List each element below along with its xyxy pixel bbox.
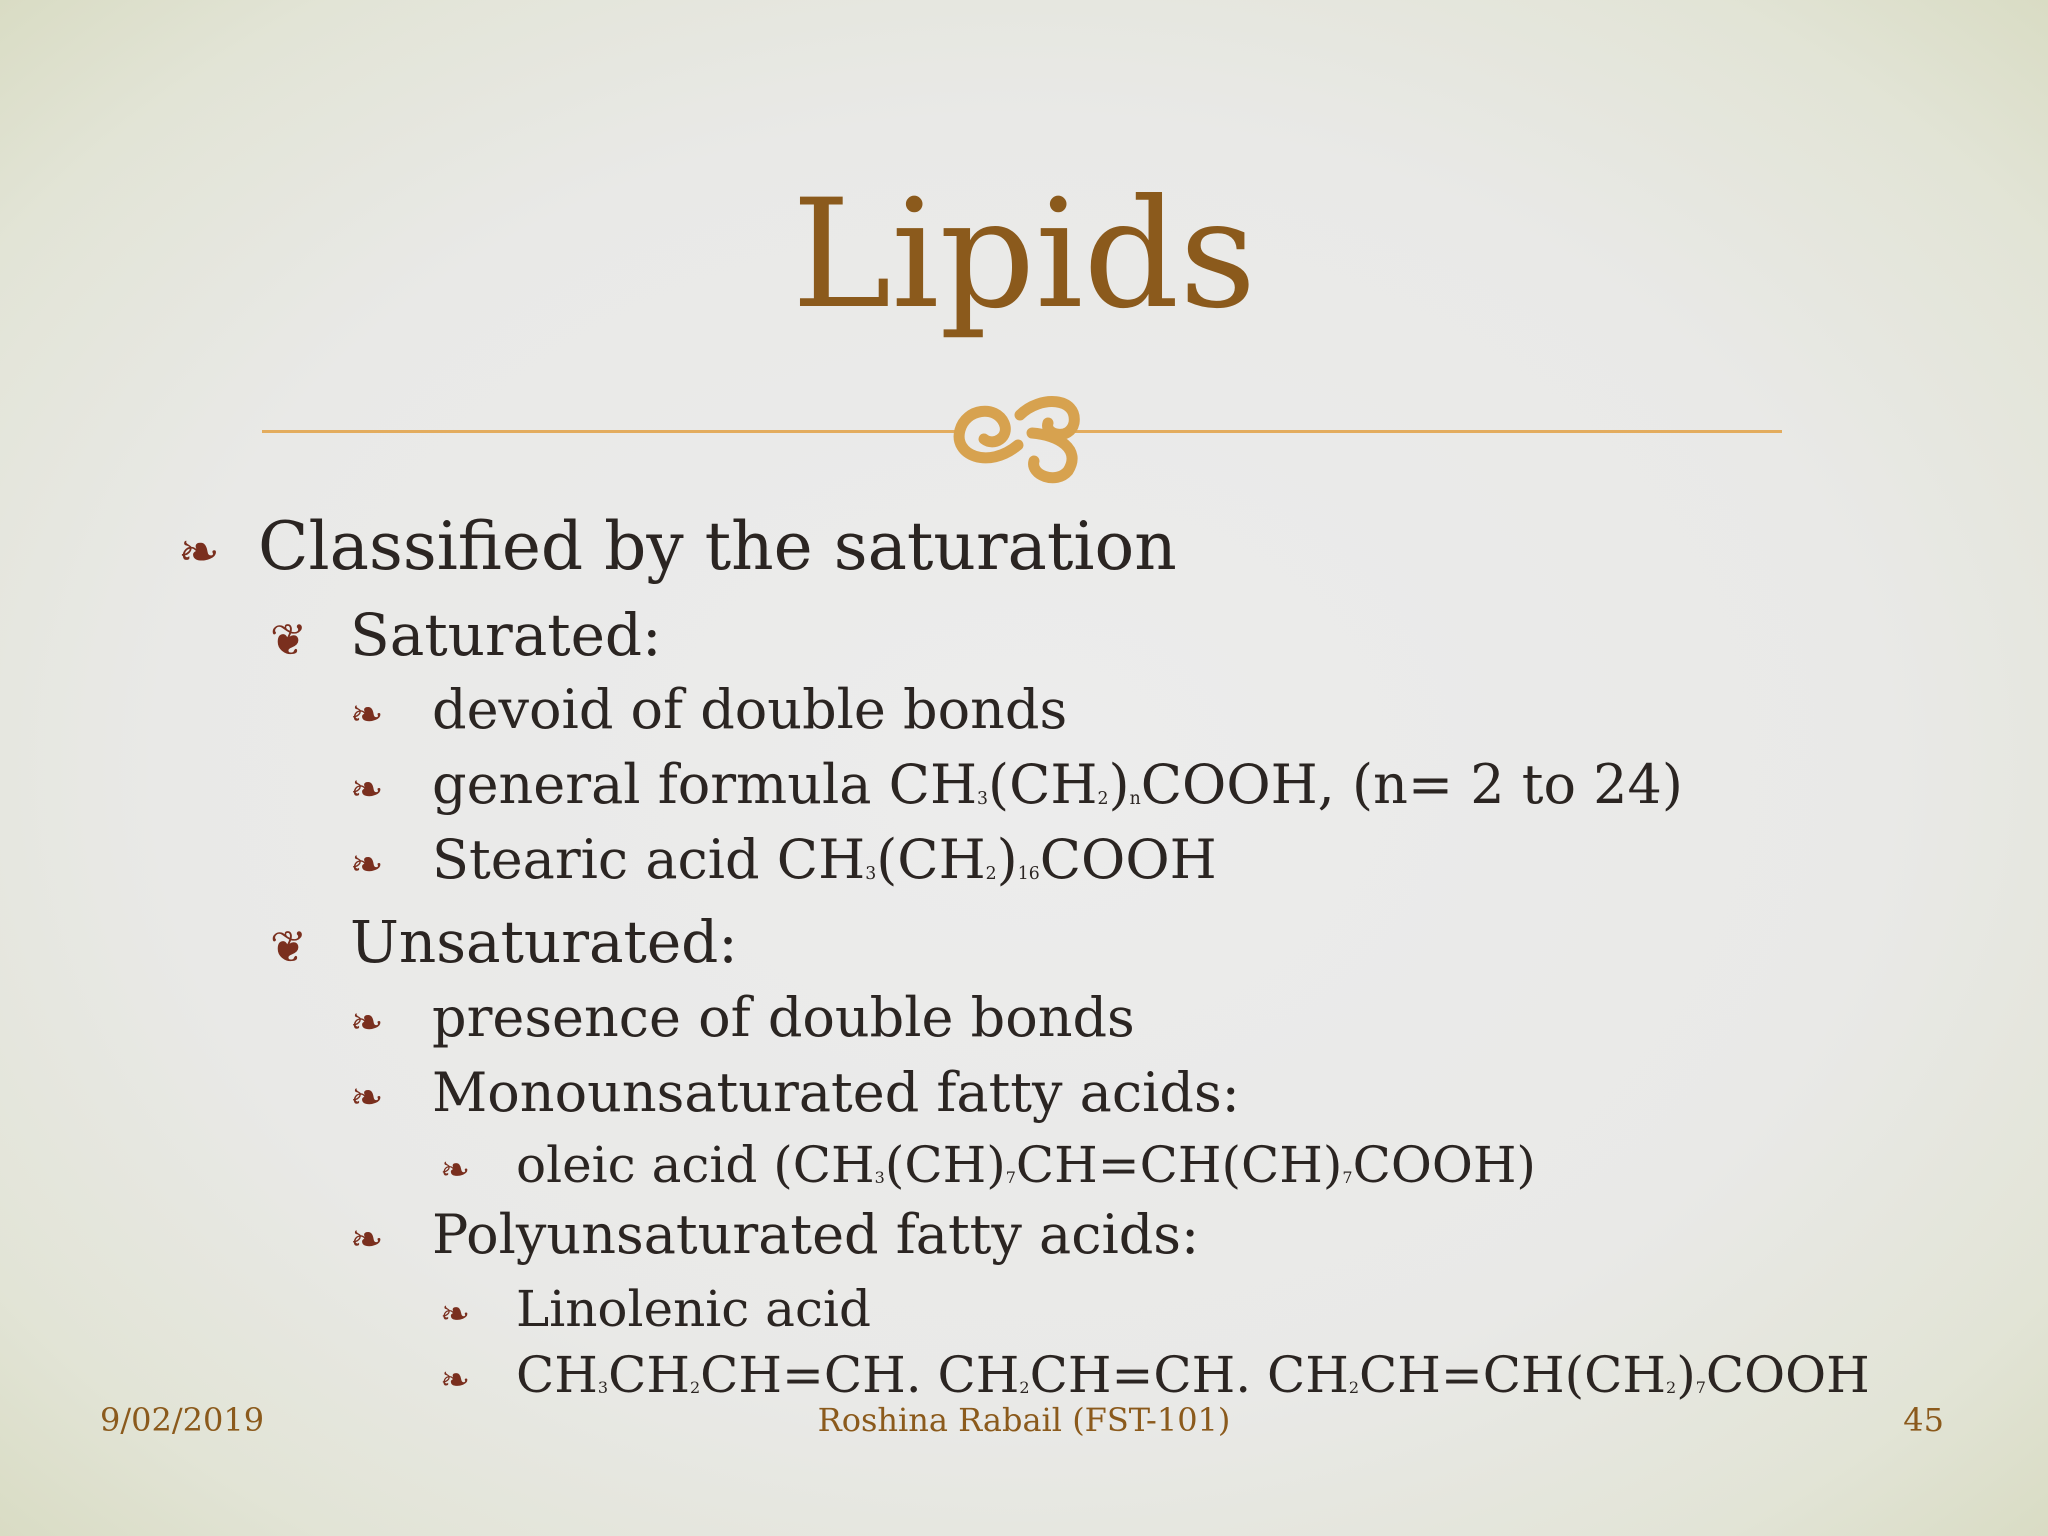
bullet-classified: ❧ Classified by the saturation — [178, 507, 1177, 592]
ornamental-swirl-icon — [948, 375, 1088, 485]
footer-date: 9/02/2019 — [100, 1401, 265, 1439]
bullet-marker-icon: ❧ — [178, 523, 220, 581]
footer-page-number: 45 — [1903, 1401, 1944, 1439]
bullet-presence-double-bonds: ❧ presence of double bonds — [350, 986, 1135, 1055]
title-rule-left — [262, 430, 962, 433]
bullet-unsaturated: ❦ Unsaturated: — [270, 907, 738, 983]
bullet-marker-icon: ❦ — [270, 922, 307, 973]
bullet-marker-icon: ❧ — [440, 1360, 471, 1401]
bullet-marker-icon: ❦ — [270, 615, 307, 666]
slide-title: Lipids — [791, 168, 1257, 342]
bullet-stearic-acid: ❧ Stearic acid $CH_3(CH_2)_{16}COOH$ — [350, 828, 1217, 905]
bullet-saturated: ❦ Saturated: — [270, 600, 662, 676]
bullet-marker-icon: ❧ — [350, 842, 384, 888]
bullet-oleic-acid: ❧ oleic acid $(CH_3(CH)_7CH=CH(CH)_7COOH)$ — [440, 1135, 1536, 1207]
bullet-marker-icon: ❧ — [440, 1294, 471, 1335]
footer-author: Roshina Rabail (FST-101) — [817, 1401, 1231, 1439]
bullet-linolenic-acid: ❧ Linolenic acid — [440, 1279, 871, 1345]
bullet-devoid-double-bonds: ❧ devoid of double bonds — [350, 678, 1067, 747]
bullet-linolenic-formula: ❧ $CH_3CH_2CH=CH$. $CH_2CH=CH$. $CH_2CH=CH(CH_2)_7COOH$ — [440, 1345, 1870, 1417]
bullet-general-formula: ❧ general formula $CH_3(CH_2)_nCOOH$, (n= 2 to 24) — [350, 753, 1683, 830]
bullet-marker-icon: ❧ — [350, 767, 384, 813]
bullet-marker-icon: ❧ — [350, 1000, 384, 1046]
title-rule-right — [1070, 430, 1782, 433]
bullet-marker-icon: ❧ — [350, 1075, 384, 1121]
bullet-marker-icon: ❧ — [440, 1150, 471, 1191]
bullet-marker-icon: ❧ — [350, 692, 384, 738]
bullet-marker-icon: ❧ — [350, 1217, 384, 1263]
bullet-polyunsaturated: ❧ Polyunsaturated fatty acids: — [350, 1203, 1199, 1272]
bullet-monounsaturated: ❧ Monounsaturated fatty acids: — [350, 1061, 1240, 1130]
